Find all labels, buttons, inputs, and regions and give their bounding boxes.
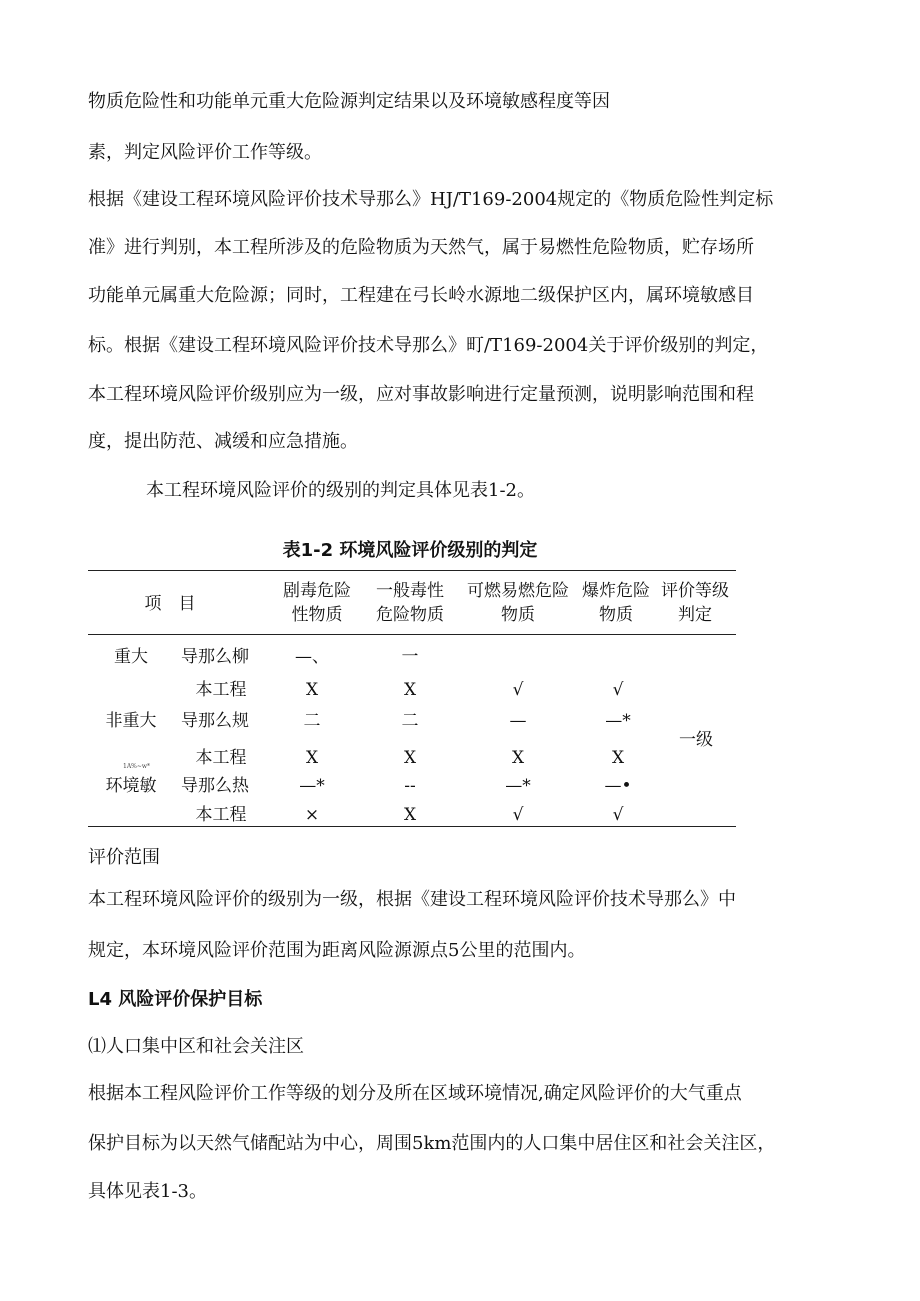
row-sub-label: 导那么柳: [181, 647, 249, 667]
table-cell: X: [611, 748, 625, 768]
header-item: 项 目: [144, 594, 196, 614]
table-cell: --: [404, 776, 416, 796]
table-cell: X: [305, 748, 319, 768]
table-cell: —: [509, 711, 527, 731]
table-cell: √: [612, 805, 624, 825]
paragraph-line: 度，提出防范、减缓和应急措施。: [88, 431, 358, 452]
row-sub-label: 本工程: [195, 680, 247, 700]
table-caption: 表1-2 环境风险评价级别的判定: [282, 540, 538, 561]
header-col2: 危险物质: [376, 605, 444, 625]
paragraph-line: 准》进行判别，本工程所涉及的危险物质为天然气，属于易燃性危险物质，贮存场所: [88, 237, 754, 258]
paragraph-line: 物质危险性和功能单元重大危险源判定结果以及环境敏感程度等因: [88, 91, 610, 112]
row-sub-label: 本工程: [195, 805, 247, 825]
group-label: 非重大: [105, 711, 157, 731]
paragraph-line: 功能单元属重大危险源；同时，工程建在弓长岭水源地二级保护区内，属环境敏感目: [88, 285, 754, 306]
header-col5: 评价等级: [661, 581, 729, 601]
paragraph-line: 本工程环境风险评价的级别为一级，根据《建设工程环境风险评价技术导那么》中: [88, 889, 736, 910]
table-cell: —•: [604, 776, 632, 796]
table-cell: —*: [299, 776, 325, 796]
paragraph-line: 具体见表1-3。: [88, 1181, 207, 1202]
header-col3: 可燃易燃危险: [467, 581, 569, 601]
table-cell: 二: [303, 711, 321, 731]
header-col4: 爆炸危险: [582, 581, 650, 601]
section-heading: L4 风险评价保护目标: [88, 989, 263, 1010]
row-sub-label: 导那么规: [181, 711, 249, 731]
paragraph-line: 规定，本环境风险评价范围为距离风险源源点5公里的范围内。: [88, 940, 586, 961]
result-cell: 一级: [679, 730, 713, 750]
header-col5: 判定: [678, 605, 712, 625]
row-sub-label: 本工程: [195, 748, 247, 768]
row-sub-label: 导那么热: [181, 776, 249, 796]
table-cell: X: [305, 680, 319, 700]
table-cell: √: [512, 805, 524, 825]
table-header-rule: [88, 634, 736, 635]
table-cell: 一: [401, 647, 419, 667]
scope-title: 评价范围: [88, 847, 160, 868]
table-cell: √: [512, 680, 524, 700]
paragraph-line: 根据《建设工程环境风险评价技术导那么》HJ/T169-2004规定的《物质危险性判定标: [88, 189, 774, 210]
paragraph-line: 标。根据《建设工程环境风险评价技术导那么》町/T169-2004关于评价级别的判定，: [88, 335, 769, 356]
table-cell: X: [403, 805, 417, 825]
header-col1: 性物质: [291, 605, 343, 625]
group-label: 重大: [114, 647, 148, 667]
group-label: 环境敏: [105, 776, 157, 796]
table-cell: ×: [304, 805, 320, 825]
table-cell: —*: [605, 711, 631, 731]
table-top-rule: [88, 570, 736, 571]
paragraph-line: 本工程环境风险评价的级别的判定具体见表1-2。: [146, 480, 535, 501]
header-col4: 物质: [599, 605, 633, 625]
paragraph-line: 保护目标为以天然气储配站为中心，周围5km范围内的人口集中居住区和社会关注区，: [88, 1133, 776, 1154]
group-note: 1A%~w*: [123, 763, 151, 770]
header-col1: 剧毒危险: [283, 581, 351, 601]
paragraph-line: 本工程环境风险评价级别应为一级，应对事故影响进行定量预测，说明影响范围和程: [88, 384, 754, 405]
header-col3: 物质: [501, 605, 535, 625]
table-cell: —、: [295, 647, 329, 667]
paragraph-line: 根据本工程风险评价工作等级的划分及所在区域环境情况,确定风险评价的大气重点: [88, 1083, 742, 1104]
table-cell: √: [612, 680, 624, 700]
table-cell: X: [403, 748, 417, 768]
sub-heading: ⑴人口集中区和社会关注区: [88, 1036, 304, 1057]
header-col2: 一般毒性: [376, 581, 444, 601]
paragraph-line: 素，判定风险评价工作等级。: [88, 142, 322, 163]
table-cell: 二: [401, 711, 419, 731]
table-cell: X: [511, 748, 525, 768]
table-cell: X: [403, 680, 417, 700]
table-cell: —*: [505, 776, 531, 796]
